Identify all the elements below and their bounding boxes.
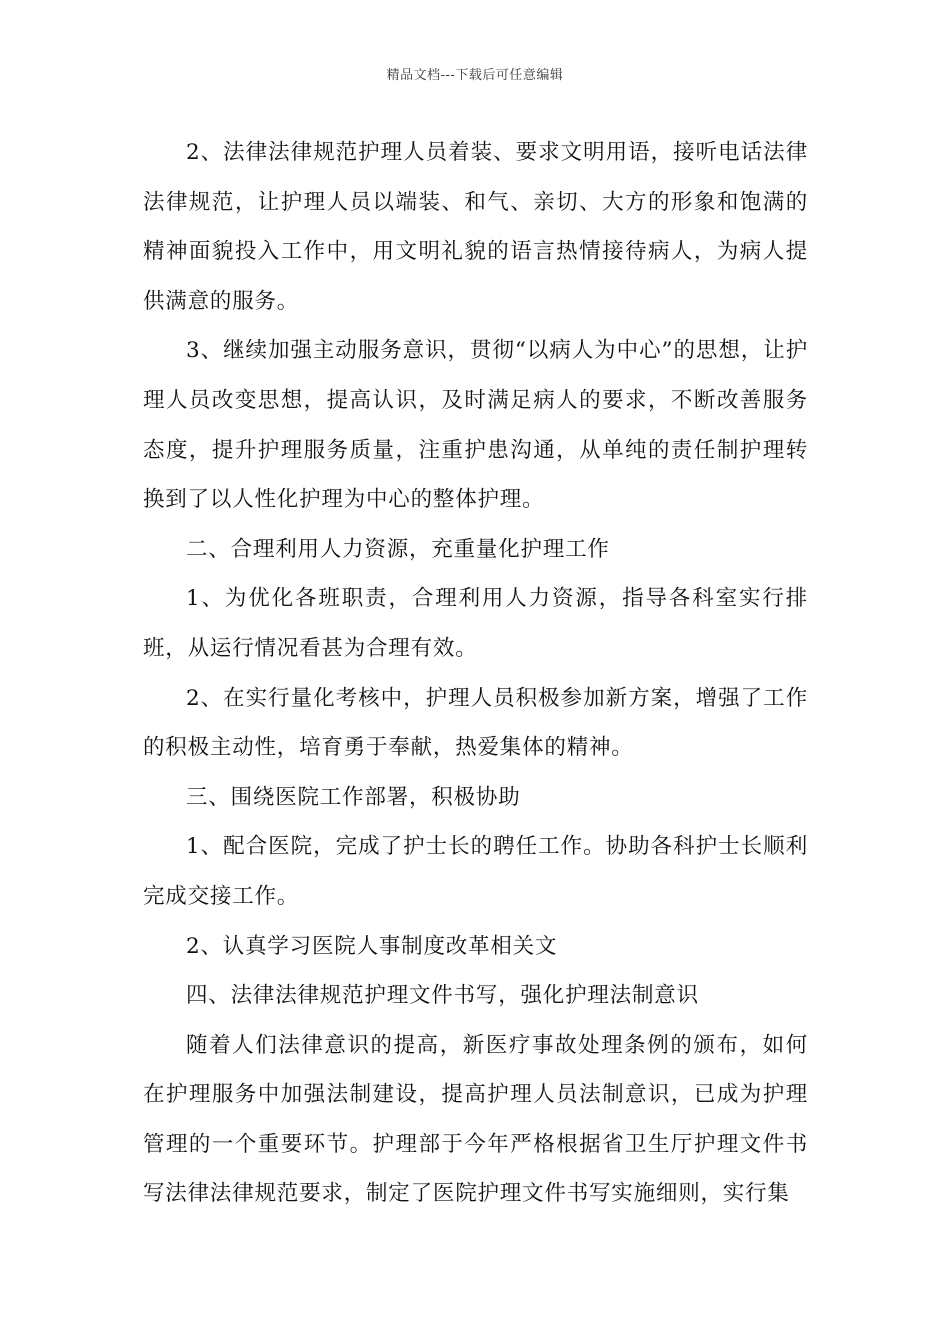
paragraph-legal-awareness: 随着人们法律意识的提高，新医疗事故处理条例的颁布，如何在护理服务中加强法制建设，提高护理人员法制意识，已成为护理管理的一个重要环节。护理部于今年严格根据省卫生厅护理文件书写法律法律规范要求，制定了医院护理文件书写实施细则，实行集: [143, 1032, 808, 1207]
paragraph-personnel-reform: 2、认真学习医院人事制度改革相关文: [186, 933, 558, 959]
paragraph-head-nurse-appointment: 1、配合医院，完成了护士长的聘任工作。协助各科护士长顺利完成交接工作。: [143, 834, 808, 909]
document-body: [143, 128, 808, 1219]
paragraph-shift-duties: 1、为优化各班职责，合理利用人力资源，指导各科室实行排班，从运行情况看甚为合理有效。: [143, 586, 808, 661]
page-header: 精品文档---下载后可任意编辑: [386, 68, 564, 83]
paragraph-quantified-assessment: 2、在实行量化考核中，护理人员积极参加新方案，增强了工作的积极主动性，培育勇于奉献，热爱集体的精神。: [143, 685, 808, 761]
paragraph-standard-attire: 2、法律法律规范护理人员着装、要求文明用语，接听电话法律法律规范，让护理人员以端装、和气、亲切、大方的形象和饱满的精神面貌投入工作中，用文明礼貌的语言热情接待病人，为病人提供满意的服务。: [143, 140, 808, 314]
section-heading-human-resources: 二、合理利用人力资源，充重量化护理工作: [186, 536, 610, 562]
section-heading-hospital-deployment: 三、围绕医院工作部署，积极协助: [186, 784, 521, 810]
section-heading-nursing-documents: 四、法律法律规范护理文件书写，强化护理法制意识: [186, 983, 699, 1009]
paragraph-service-awareness: 3、继续加强主动服务意识，贯彻“以病人为中心”的思想，让护理人员改变思想，提高认识，及时满足病人的要求，不断改善服务态度，提升护理服务质量，注重护患沟通，从单纯的责任制护理转换到了以人性化护理为中心的整体护理。: [143, 338, 808, 513]
